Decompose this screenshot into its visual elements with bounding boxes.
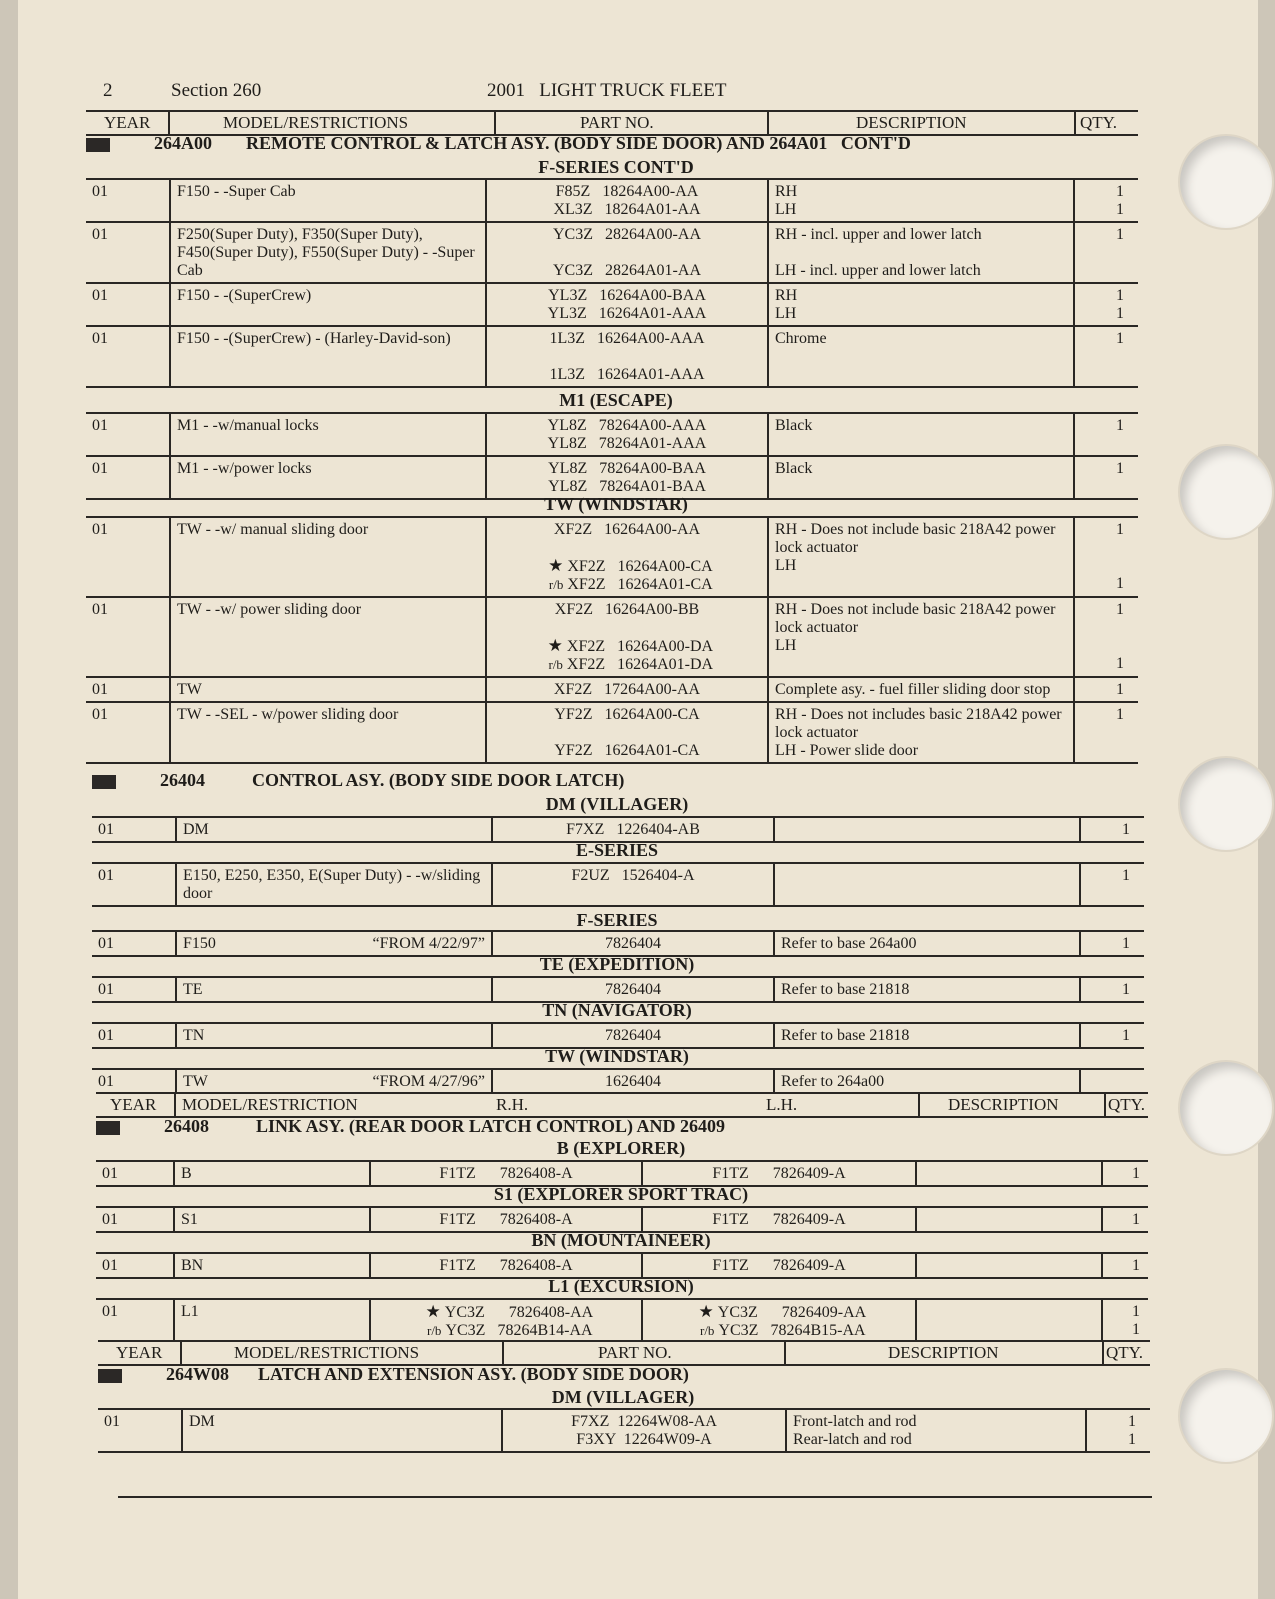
parts-table bbox=[92, 862, 1144, 907]
year-cell: 01 bbox=[92, 863, 176, 906]
part-cell: YL8Z 78264A00-BAA YL8Z 78264A01-BAA bbox=[486, 456, 768, 499]
parts-table bbox=[92, 816, 1144, 843]
section-number: 26404 bbox=[160, 770, 205, 790]
col-qty: QTY. bbox=[1080, 113, 1117, 132]
column-header-rhlh bbox=[96, 1092, 1148, 1118]
section-title: CONTROL ASY. (BODY SIDE DOOR LATCH) bbox=[252, 770, 625, 790]
description-cell: RH - Does not includes basic 218A42 power lock actuator LH - Power slide door bbox=[768, 702, 1074, 763]
parts-table bbox=[98, 1408, 1150, 1453]
year-cell: 01 bbox=[86, 222, 170, 283]
model-cell: TE bbox=[176, 977, 492, 1002]
model-cell: TW - -w/ power sliding door bbox=[170, 597, 486, 677]
section-heading bbox=[96, 1116, 1146, 1140]
table-row bbox=[86, 456, 1138, 499]
model-cell: DM bbox=[176, 817, 492, 842]
parts-table bbox=[96, 1252, 1148, 1279]
year-cell: 01 bbox=[92, 1023, 176, 1048]
table-row bbox=[86, 517, 1138, 597]
col-description: DESCRIPTION bbox=[856, 113, 967, 132]
lh-part-cell: F1TZ 7826409-A bbox=[642, 1207, 916, 1232]
qty-cell: 1 1 bbox=[1102, 1299, 1148, 1342]
description-cell bbox=[774, 863, 1080, 906]
table-row bbox=[86, 179, 1138, 222]
year-cell: 01 bbox=[96, 1161, 174, 1186]
description-cell: RH LH bbox=[768, 179, 1074, 222]
table-row bbox=[96, 1161, 1148, 1186]
binder-hole bbox=[1180, 1062, 1272, 1154]
model-heading: TW (WINDSTAR) bbox=[544, 494, 688, 514]
model-heading: TE (EXPEDITION) bbox=[539, 954, 695, 974]
qty-cell: 1 bbox=[1074, 222, 1138, 283]
model-heading: S1 (EXPLORER SPORT TRAC) bbox=[493, 1184, 749, 1204]
lh-part-cell: F1TZ 7826409-A bbox=[642, 1253, 916, 1278]
parts-table bbox=[96, 1160, 1148, 1187]
section-marker bbox=[92, 775, 116, 789]
section-title: LINK ASY. (REAR DOOR LATCH CONTROL) AND 26409 bbox=[256, 1116, 726, 1136]
model-cell: DM bbox=[182, 1409, 502, 1452]
qty-cell: 1 bbox=[1080, 817, 1144, 842]
year-cell: 01 bbox=[86, 597, 170, 677]
lh-part-cell: ★ YC3Z 7826409-AA r/b YC3Z 78264B15-AA bbox=[642, 1299, 916, 1342]
part-cell: 7826404 bbox=[492, 931, 774, 956]
year-cell: 01 bbox=[92, 931, 176, 956]
col-year: YEAR bbox=[116, 1343, 163, 1362]
table-row bbox=[92, 1023, 1144, 1048]
table-row bbox=[86, 326, 1138, 387]
qty-cell: 1 bbox=[1080, 977, 1144, 1002]
model-heading: L1 (EXCURSION) bbox=[548, 1276, 694, 1296]
model-cell: E150, E250, E350, E(Super Duty) - -w/sliding door bbox=[176, 863, 492, 906]
qty-cell: 1 bbox=[1102, 1207, 1148, 1232]
parts-table bbox=[92, 1068, 1144, 1093]
model-cell: TW - -SEL - w/power sliding door bbox=[170, 702, 486, 763]
binder-hole bbox=[1180, 136, 1272, 228]
qty-cell: 1 bbox=[1102, 1253, 1148, 1278]
col-qty: QTY. bbox=[1106, 1343, 1143, 1362]
description-cell bbox=[774, 817, 1080, 842]
description-cell bbox=[916, 1299, 1102, 1342]
year-cell: 01 bbox=[86, 456, 170, 499]
qty-cell: 1 1 bbox=[1074, 283, 1138, 326]
year-cell: 01 bbox=[86, 326, 170, 387]
col-year: YEAR bbox=[110, 1095, 157, 1114]
catalog-page bbox=[18, 0, 1258, 1599]
part-cell: YC3Z 28264A00-AA YC3Z 28264A01-AA bbox=[486, 222, 768, 283]
model-cell: F150 - -(SuperCrew) - (Harley-David-son) bbox=[170, 326, 486, 387]
rh-part-cell: F1TZ 7826408-A bbox=[370, 1253, 642, 1278]
qty-cell: 1 1 bbox=[1074, 597, 1138, 677]
part-cell: XF2Z 16264A00-BB ★ XF2Z 16264A00-DA r/b XF2Z 16264A01-DA bbox=[486, 597, 768, 677]
publication-title: 2001 LIGHT TRUCK FLEET bbox=[487, 80, 727, 101]
part-cell: F85Z 18264A00-AA XL3Z 18264A01-AA bbox=[486, 179, 768, 222]
model-heading: F-SERIES bbox=[576, 910, 658, 930]
part-cell: F7XZ 12264W08-AA F3XY 12264W09-A bbox=[502, 1409, 786, 1452]
description-cell bbox=[916, 1161, 1102, 1186]
description-cell: Refer to 264a00 bbox=[774, 1069, 1080, 1093]
page-number: 2 bbox=[103, 80, 113, 101]
year-cell: 01 bbox=[86, 283, 170, 326]
rh-part-cell: F1TZ 7826408-A bbox=[370, 1161, 642, 1186]
description-cell: Refer to base 21818 bbox=[774, 977, 1080, 1002]
part-cell: F2UZ 1526404-A bbox=[492, 863, 774, 906]
binder-hole bbox=[1180, 446, 1272, 538]
qty-cell: 1 bbox=[1074, 677, 1138, 702]
year-cell: 01 bbox=[98, 1409, 182, 1452]
model-heading: M1 (ESCAPE) bbox=[559, 390, 673, 410]
model-heading: BN (MOUNTAINEER) bbox=[531, 1230, 711, 1250]
table-row bbox=[92, 977, 1144, 1002]
table-row bbox=[86, 597, 1138, 677]
description-cell: RH LH bbox=[768, 283, 1074, 326]
model-cell: B bbox=[174, 1161, 370, 1186]
col-qty: QTY. bbox=[1108, 1095, 1145, 1114]
qty-cell: 1 bbox=[1080, 863, 1144, 906]
part-cell: YL8Z 78264A00-AAA YL8Z 78264A01-AAA bbox=[486, 413, 768, 456]
section-title: LATCH AND EXTENSION ASY. (BODY SIDE DOOR) bbox=[258, 1364, 689, 1384]
description-cell: Refer to base 264a00 bbox=[774, 931, 1080, 956]
parts-table bbox=[86, 178, 1138, 388]
description-cell: RH - incl. upper and lower latch LH - incl. upper and lower latch bbox=[768, 222, 1074, 283]
model-cell: BN bbox=[174, 1253, 370, 1278]
col-model: MODEL/RESTRICTIONS bbox=[234, 1343, 420, 1362]
table-row bbox=[96, 1253, 1148, 1278]
table-row bbox=[98, 1409, 1150, 1452]
qty-cell: 1 bbox=[1074, 413, 1138, 456]
part-cell: YL3Z 16264A00-BAA YL3Z 16264A01-AAA bbox=[486, 283, 768, 326]
year-cell: 01 bbox=[86, 413, 170, 456]
table-row bbox=[86, 283, 1138, 326]
model-cell: F150 - -(SuperCrew) bbox=[170, 283, 486, 326]
table-row bbox=[92, 1069, 1144, 1093]
qty-cell: 1 1 bbox=[1074, 517, 1138, 597]
model-heading: DM (VILLAGER) bbox=[551, 1387, 695, 1407]
table-row bbox=[96, 1299, 1148, 1342]
model-cell: F250(Super Duty), F350(Super Duty), F450(Super Duty), F550(Super Duty) - -Super Cab bbox=[170, 222, 486, 283]
section-marker bbox=[86, 138, 110, 152]
table-row bbox=[92, 863, 1144, 906]
column-header bbox=[98, 1340, 1150, 1366]
description-cell: Front-latch and rod Rear-latch and rod bbox=[786, 1409, 1086, 1452]
model-heading: DM (VILLAGER) bbox=[545, 794, 689, 814]
model-cell: M1 - -w/power locks bbox=[170, 456, 486, 499]
restriction-label: “FROM 4/27/96” bbox=[372, 1073, 485, 1090]
col-model: MODEL/RESTRICTION bbox=[182, 1095, 358, 1114]
qty-cell: 1 bbox=[1074, 456, 1138, 499]
model-cell: S1 bbox=[174, 1207, 370, 1232]
model-heading: B (EXPLORER) bbox=[556, 1138, 686, 1158]
col-model: MODEL/RESTRICTIONS bbox=[223, 113, 409, 132]
part-cell: 7826404 bbox=[492, 977, 774, 1002]
description-cell: Refer to base 21818 bbox=[774, 1023, 1080, 1048]
col-description: DESCRIPTION bbox=[948, 1095, 1059, 1114]
section-number: 264W08 bbox=[166, 1364, 229, 1384]
col-description: DESCRIPTION bbox=[888, 1343, 999, 1362]
table-row bbox=[92, 931, 1144, 956]
qty-cell: 1 1 bbox=[1086, 1409, 1150, 1452]
description-cell: Black bbox=[768, 413, 1074, 456]
binder-hole bbox=[1180, 1370, 1272, 1462]
section-title: REMOTE CONTROL & LATCH ASY. (BODY SIDE DOOR) AND 264A01 CONT'D bbox=[246, 133, 911, 153]
model-heading: TW (WINDSTAR) bbox=[545, 1046, 689, 1066]
year-cell: 01 bbox=[92, 977, 176, 1002]
year-cell: 01 bbox=[86, 179, 170, 222]
part-cell: 1L3Z 16264A00-AAA 1L3Z 16264A01-AAA bbox=[486, 326, 768, 387]
parts-table bbox=[86, 412, 1138, 500]
section-heading bbox=[86, 133, 1138, 157]
qty-cell: 1 bbox=[1080, 1023, 1144, 1048]
model-cell: TN bbox=[176, 1023, 492, 1048]
year-cell: 01 bbox=[86, 677, 170, 702]
rh-part-cell: F1TZ 7826408-A bbox=[370, 1207, 642, 1232]
model-cell: L1 bbox=[174, 1299, 370, 1342]
year-cell: 01 bbox=[86, 517, 170, 597]
table-row bbox=[86, 677, 1138, 702]
year-cell: 01 bbox=[96, 1253, 174, 1278]
col-rh: R.H. bbox=[496, 1095, 529, 1114]
description-cell: RH - Does not include basic 218A42 power lock actuator LH bbox=[768, 517, 1074, 597]
description-cell: Chrome bbox=[768, 326, 1074, 387]
section-heading bbox=[92, 770, 1142, 794]
year-cell: 01 bbox=[92, 817, 176, 842]
description-cell: RH - Does not include basic 218A42 power lock actuator LH bbox=[768, 597, 1074, 677]
table-row bbox=[92, 817, 1144, 842]
description-cell: Complete asy. - fuel filler sliding door stop bbox=[768, 677, 1074, 702]
bottom-rule bbox=[118, 1496, 1152, 1498]
qty-cell: 1 bbox=[1074, 702, 1138, 763]
parts-table bbox=[92, 930, 1144, 957]
rh-part-cell: ★ YC3Z 7826408-AA r/b YC3Z 78264B14-AA bbox=[370, 1299, 642, 1342]
description-cell bbox=[916, 1207, 1102, 1232]
parts-table bbox=[92, 976, 1144, 1003]
part-cell: F7XZ 1226404-AB bbox=[492, 817, 774, 842]
section-marker bbox=[96, 1121, 120, 1135]
section-heading bbox=[98, 1364, 1148, 1388]
model-cell: M1 - -w/manual locks bbox=[170, 413, 486, 456]
binder-hole bbox=[1180, 758, 1272, 850]
model-cell: F150 - -Super Cab bbox=[170, 179, 486, 222]
qty-cell: 1 bbox=[1074, 326, 1138, 387]
description-cell: Black bbox=[768, 456, 1074, 499]
model-heading: TN (NAVIGATOR) bbox=[542, 1000, 692, 1020]
qty-cell bbox=[1080, 1069, 1144, 1093]
col-part-no: PART NO. bbox=[598, 1343, 672, 1362]
table-row bbox=[86, 702, 1138, 763]
part-cell: XF2Z 17264A00-AA bbox=[486, 677, 768, 702]
parts-table bbox=[86, 516, 1138, 764]
model-heading: E-SERIES bbox=[575, 840, 659, 860]
section-marker bbox=[98, 1369, 122, 1383]
model-cell: TW “FROM 4/27/96” bbox=[176, 1069, 492, 1093]
page-header bbox=[103, 80, 1163, 108]
model-heading: F-SERIES CONT'D bbox=[538, 157, 694, 177]
table-row bbox=[86, 413, 1138, 456]
part-cell: 7826404 bbox=[492, 1023, 774, 1048]
parts-table bbox=[96, 1298, 1148, 1342]
section-number: 264A00 bbox=[154, 133, 212, 153]
part-cell: 1626404 bbox=[492, 1069, 774, 1093]
part-cell: XF2Z 16264A00-AA ★ XF2Z 16264A00-CA r/b XF2Z 16264A01-CA bbox=[486, 517, 768, 597]
qty-cell: 1 1 bbox=[1074, 179, 1138, 222]
model-cell: TW bbox=[170, 677, 486, 702]
year-cell: 01 bbox=[96, 1207, 174, 1232]
table-row bbox=[96, 1207, 1148, 1232]
table-row bbox=[86, 222, 1138, 283]
description-cell bbox=[916, 1253, 1102, 1278]
model-cell: F150 “FROM 4/22/97” bbox=[176, 931, 492, 956]
qty-cell: 1 bbox=[1080, 931, 1144, 956]
parts-table bbox=[92, 1022, 1144, 1049]
parts-table bbox=[96, 1206, 1148, 1233]
year-cell: 01 bbox=[86, 702, 170, 763]
year-cell: 01 bbox=[96, 1299, 174, 1342]
part-cell: YF2Z 16264A00-CA YF2Z 16264A01-CA bbox=[486, 702, 768, 763]
lh-part-cell: F1TZ 7826409-A bbox=[642, 1161, 916, 1186]
restriction-label: “FROM 4/22/97” bbox=[372, 935, 485, 952]
year-cell: 01 bbox=[92, 1069, 176, 1093]
section-label: Section 260 bbox=[171, 80, 262, 101]
model-cell: TW - -w/ manual sliding door bbox=[170, 517, 486, 597]
col-lh: L.H. bbox=[766, 1095, 798, 1114]
col-year: YEAR bbox=[104, 113, 151, 132]
qty-cell: 1 bbox=[1102, 1161, 1148, 1186]
section-number: 26408 bbox=[164, 1116, 209, 1136]
col-part-no: PART NO. bbox=[580, 113, 654, 132]
